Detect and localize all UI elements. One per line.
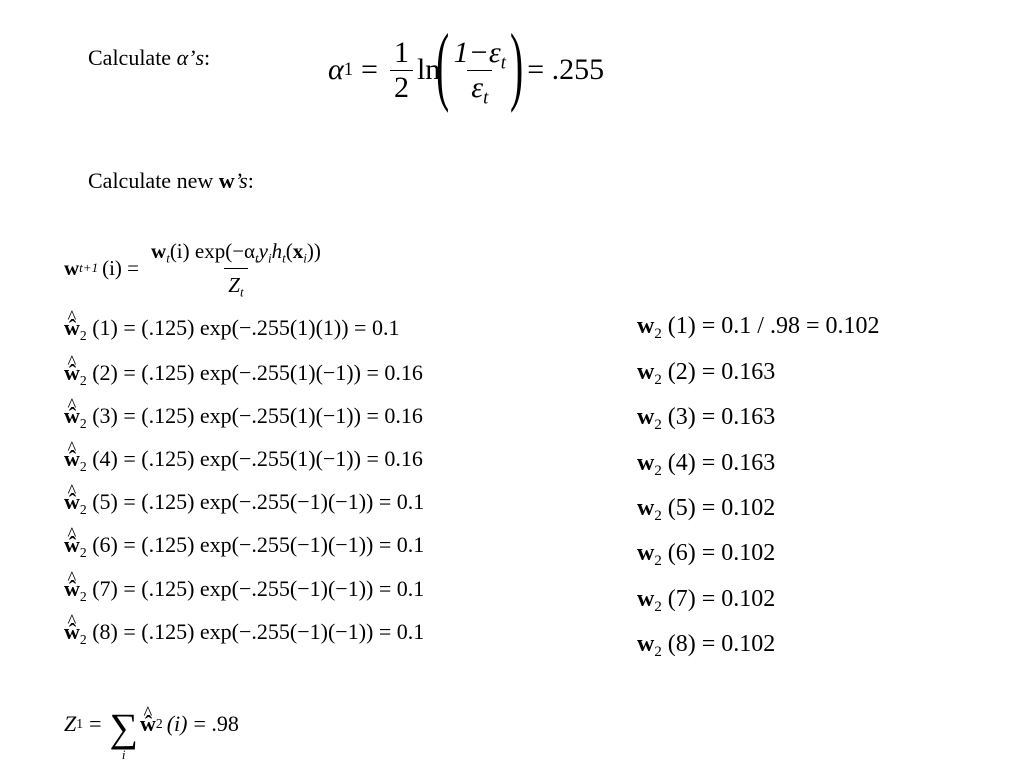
error-fraction [450, 35, 510, 108]
summation [109, 705, 138, 762]
z-lhs: Z [64, 710, 77, 736]
normalized-weight-row: $w_2$ (5) = 0.102 [637, 495, 776, 525]
normalized-weight-row: $w_2$ (4) = 0.163 [637, 450, 776, 480]
z-result: = .98 [193, 710, 239, 736]
alpha-heading-suffix: ’s [188, 45, 205, 70]
half-fraction [390, 35, 413, 104]
alpha-eq: = [361, 53, 378, 86]
w-heading-var: w [218, 168, 235, 193]
normalized-weight-row: $w_2$ (7) = 0.102 [637, 586, 776, 616]
w-update-denominator: $Z_t$ [224, 268, 247, 296]
w-update-lhs: w [64, 255, 80, 280]
error-denominator: $\varepsilon_t$ [467, 70, 492, 103]
unnormalized-weight-row: ^ $ŵ_2$ (3) = (.125) exp(−.255(1)(−1)) = 0.16 [64, 405, 423, 427]
z-term-arg: (i) [166, 710, 188, 736]
normalizer-formula: Z 1 = ∑ i ^ ŵ 2 (i) = .98 [64, 698, 239, 749]
half-numerator: 1 [393, 35, 409, 69]
alpha-formula: α 1 = $\frac{1}{2}$ ln ( $\frac{1-\varepsilon_t}{\varepsilon_t}$ ) = .255 [328, 17, 605, 114]
normalized-weight-row: $w_2$ (2) = 0.163 [637, 359, 776, 389]
weight-update-formula: w t+1 (i) = $\frac{w_t(i) \exp(-\alpha_ty_ih_t(x_i))}{Z_t}$ [64, 232, 329, 304]
right-paren-icon: ) [509, 17, 524, 114]
alpha-heading-colon: : [204, 45, 211, 70]
sum-index: i [121, 747, 126, 762]
unnormalized-weight-row: ^ $ŵ_2$ (4) = (.125) exp(−.255(1)(−1)) = 0.16 [64, 448, 423, 470]
normalized-weight-row: $w_2$ (8) = 0.102 [637, 631, 776, 661]
unnormalized-weight-row: ^ $ŵ_2$ (8) = (.125) exp(−.255(−1)(−1)) = 0.1 [64, 621, 424, 643]
normalized-weight-row: $w_2$ (3) = 0.163 [637, 404, 776, 434]
unnormalized-weight-row: ^ $ŵ_2$ (5) = (.125) exp(−.255(−1)(−1)) = 0.1 [64, 491, 424, 513]
w-update-fraction [147, 238, 325, 300]
alpha-lhs: α [328, 53, 344, 86]
w-heading [88, 170, 254, 192]
alpha-heading [88, 47, 210, 69]
z-term: ^ ŵ [140, 713, 156, 735]
sigma-icon: ∑ [109, 705, 138, 750]
ln-operator: ln [416, 53, 441, 86]
unnormalized-weight-row: ^ $ŵ_2$ (2) = (.125) exp(−.255(1)(−1)) = 0.16 [64, 362, 423, 384]
w-heading-suffix: ’s [234, 168, 248, 193]
alpha-result: = .255 [527, 53, 605, 86]
z-eq: = [89, 710, 102, 736]
unnormalized-weight-row: ^ $ŵ_2$ (1) = (.125) exp(−.255(1)(1)) = 0.1 [64, 317, 399, 339]
unnormalized-weight-row: ^ $ŵ_2$ (7) = (.125) exp(−.255(−1)(−1)) = 0.1 [64, 578, 424, 600]
normalized-weight-row: $w_2$ (6) = 0.102 [637, 540, 776, 570]
unnormalized-weight-row: ^ $ŵ_2$ (6) = (.125) exp(−.255(−1)(−1)) = 0.1 [64, 534, 424, 556]
w-update-lhs-arg: (i) = [102, 255, 140, 280]
w-heading-text: Calculate new [88, 168, 214, 193]
w-heading-colon: : [247, 168, 254, 193]
half-denominator: 2 [390, 70, 413, 103]
alpha-heading-var: α [176, 45, 189, 70]
normalized-weight-row: $w_2$ (1) = 0.1 / .98 = 0.102 [637, 313, 880, 343]
error-numerator: $1-\varepsilon_t$ [453, 35, 506, 73]
alpha-heading-text: Calculate [88, 45, 172, 70]
w-update-numerator: $w_t(i)$ $\exp(-\alpha_ty_ih_t(x_i))$ [151, 238, 321, 266]
left-paren-icon: ( [436, 17, 450, 114]
